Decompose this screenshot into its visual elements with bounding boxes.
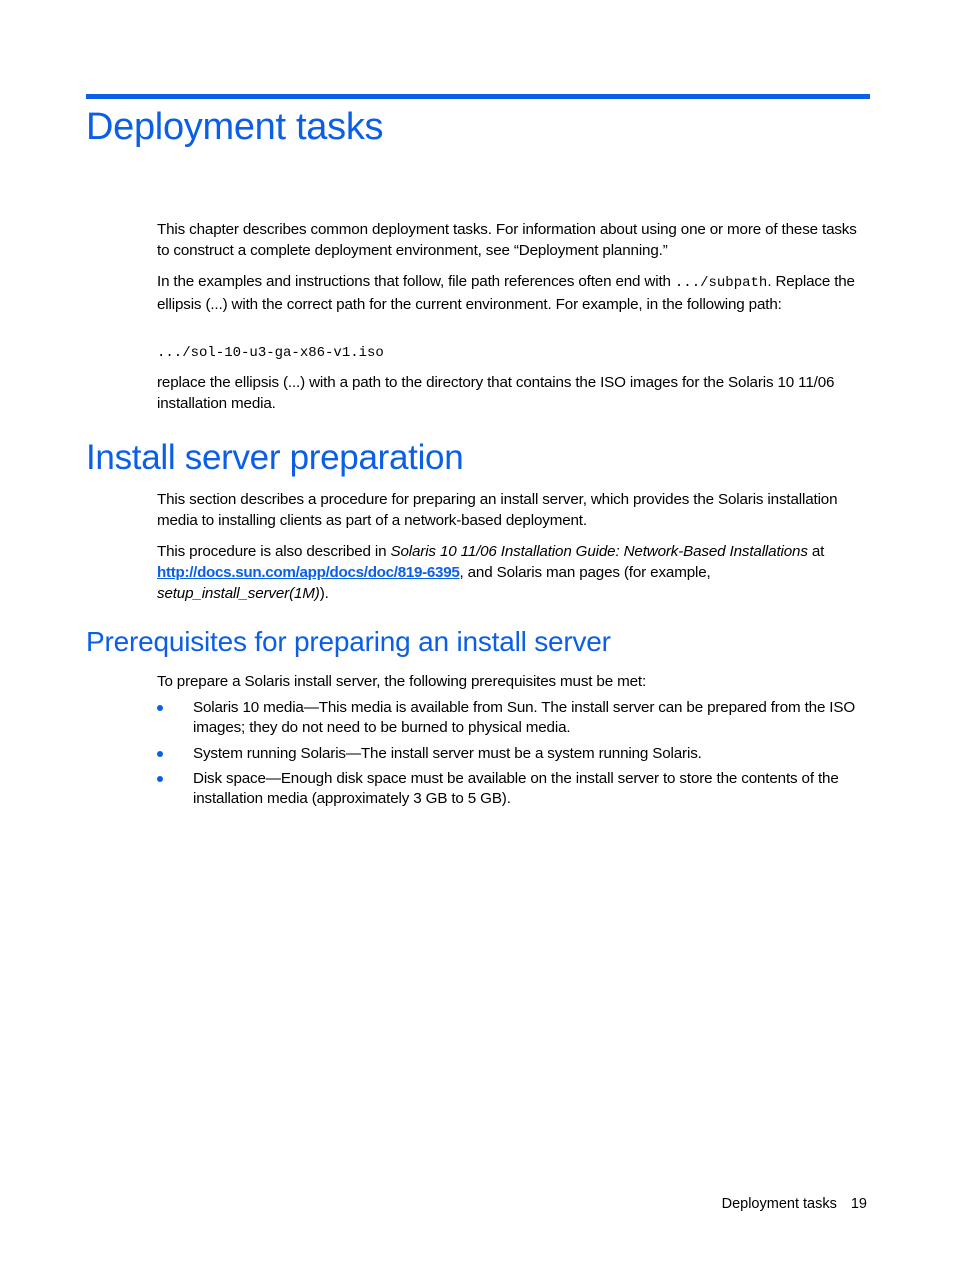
install-server-paragraph-1: This section describes a procedure for preparing an install server, which provides the Solaris installation media to installing clients as part of a network-based deployment. <box>157 491 838 529</box>
list-item-text: Solaris 10 media—This media is available from Sun. The install server can be prepared from the ISO images; they do not need to be burned to physical media. <box>193 699 856 736</box>
docs-sun-link[interactable]: http://docs.sun.com/app/docs/doc/819-6395 <box>157 564 460 581</box>
intro-paragraph-2-rest: . Replace the ellipsis (...) with the correct path for the current environment. For example, in the following path: <box>157 273 855 313</box>
bullet-icon <box>157 705 163 711</box>
list-item-text: System running Solaris—The install server must be a system running Solaris. <box>193 745 702 762</box>
subpath-code: .../subpath <box>674 275 768 291</box>
intro-paragraph-1: This chapter describes common deployment tasks. For information about using one or more of these tasks to construct a complete deployment environment, see “Deployment planning.” <box>157 221 857 259</box>
chapter-title-rule <box>86 94 870 99</box>
setup-install-server-manpage: setup_install_server(1M) <box>157 585 320 602</box>
section-title-install-server: Install server preparation <box>86 438 464 477</box>
list-item <box>157 698 869 738</box>
list-item <box>157 744 869 764</box>
bullet-icon <box>157 751 163 757</box>
install-server-paragraph-2-end: ). <box>319 585 329 602</box>
install-server-paragraph-2-middle: , and Solaris man pages (for example, <box>459 564 711 581</box>
list-item <box>157 769 869 809</box>
bullet-icon <box>157 776 163 782</box>
example-path-code: .../sol-10-u3-ga-x86-v1.iso <box>157 345 384 361</box>
install-server-paragraph-2-text: This procedure is also described in <box>157 543 391 560</box>
chapter-title: Deployment tasks <box>86 106 384 148</box>
subsection-title-prerequisites: Prerequisites for preparing an install server <box>86 626 611 657</box>
intro-paragraph-2 <box>157 271 869 315</box>
footer-section-title: Deployment tasks <box>721 1196 837 1212</box>
page-footer <box>722 1194 867 1214</box>
intro-paragraph-3: replace the ellipsis (...) with a path to the directory that contains the ISO images for the Solaris 10 11/06 installation media. <box>157 374 835 412</box>
installation-guide-title: Solaris 10 11/06 Installation Guide: Network-Based Installations <box>390 543 808 560</box>
page-number: 19 <box>850 1196 867 1212</box>
intro-paragraph-2-text: In the examples and instructions that follow, file path references often end with <box>157 273 675 290</box>
prerequisites-lead: To prepare a Solaris install server, the following prerequisites must be met: <box>157 673 647 690</box>
install-server-paragraph-2-at: at <box>807 543 825 560</box>
list-item-text: Disk space—Enough disk space must be available on the install server to store the contents of the installation media (approximately 3 GB to 5 GB). <box>193 770 839 807</box>
install-server-paragraph-2 <box>157 541 869 604</box>
